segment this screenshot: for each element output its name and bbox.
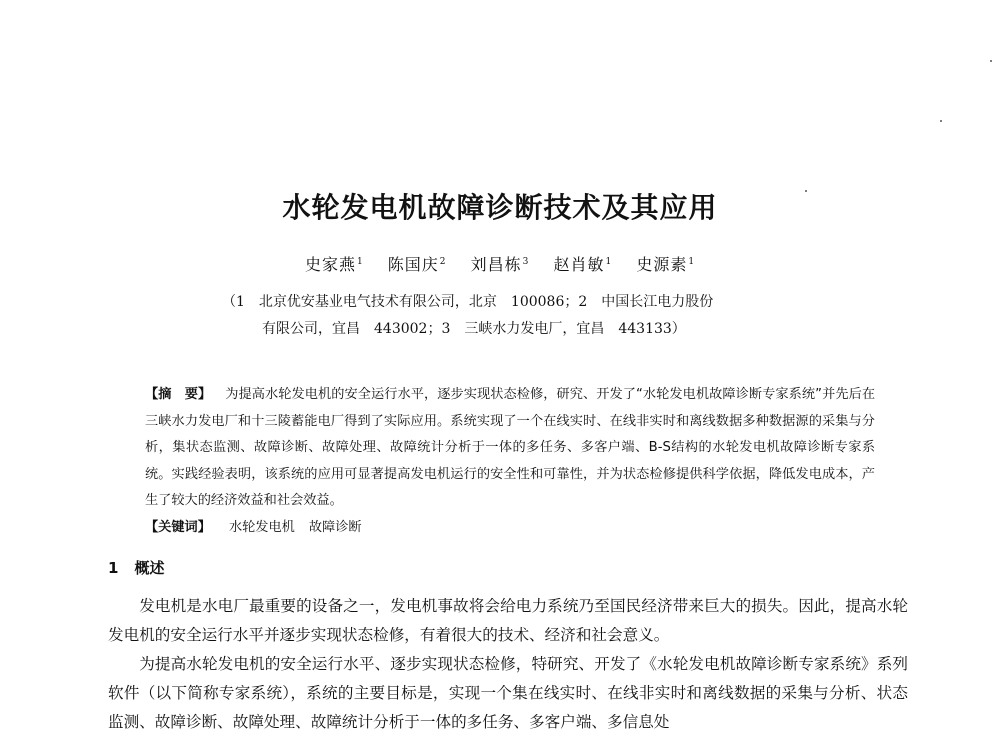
- author-affiliation-mark: 3: [522, 256, 530, 267]
- keyword: 故障诊断: [308, 519, 362, 535]
- author-affiliation-mark: 1: [688, 256, 696, 267]
- affiliation-line-1: （1 北京优安基业电气技术有限公司，北京 100086；2 中国长江电力股份: [222, 294, 714, 310]
- paper-title: 水轮发电机故障诊断技术及其应用: [282, 191, 718, 224]
- section-heading: [108, 557, 164, 578]
- author: [553, 255, 612, 274]
- body-text: [108, 592, 908, 737]
- author-name: 刘昌栋: [470, 255, 522, 274]
- author: [471, 255, 530, 274]
- keyword: 水轮发电机: [228, 519, 295, 535]
- paragraph: 发电机是水电厂最重要的设备之一，发电机事故将会给电力系统乃至国民经济带来巨大的损失。因此，提高水轮发电机的安全运行水平并逐步实现状态检修，有着很大的技术、经济和社会意义。: [108, 597, 908, 644]
- abstract-text: 为提高水轮发电机的安全运行水平，逐步实现状态检修，研究、开发了“水轮发电机故障诊断专家系统”并先后在三峡水力发电厂和十三陵蓄能电厂得到了实际应用。系统实现了一个在线实时、在线非实时和离线数据多种数据源的采集与分析，集状态监测、故障诊断、故障处理、故障统计分析于一体的多任务、多客户端、B-S结构的水轮发电机故障诊断专家系统。实践经验表明，该系统的应用可显著提高发电机运行的安全性和可靠性，并为状态检修提供科学依据，降低发电成本，产生了较大的经济效益和社会效益。: [145, 387, 876, 508]
- affiliation-line-2: 有限公司，宜昌 443002；3 三峡水力发电厂，宜昌 443133）: [262, 321, 686, 337]
- author-name: 史家燕: [304, 255, 356, 274]
- keywords: [145, 515, 875, 542]
- author: [305, 255, 364, 274]
- author-affiliation-mark: 2: [439, 256, 447, 267]
- abstract: [145, 382, 875, 515]
- abstract-label: 【摘 要】: [145, 387, 212, 402]
- scan-speck: [805, 190, 807, 192]
- author-list: [0, 252, 1000, 275]
- author-name: 赵肖敏: [553, 255, 605, 274]
- scan-speck: [940, 120, 942, 122]
- author-name: 陈国庆: [387, 255, 439, 274]
- paragraph: 为提高水轮发电机的安全运行水平、逐步实现状态检修，特研究、开发了《水轮发电机故障诊断专家系统》系列软件（以下简称专家系统），系统的主要目标是，实现一个集在线实时、在线非实时和离线数据的采集与分析、状态监测、故障诊断、故障处理、故障统计分析于一体的多任务、多客户端、多信息处: [108, 655, 908, 731]
- section-title: 概述: [134, 559, 165, 577]
- author: [636, 255, 695, 274]
- author-affiliation-mark: 1: [605, 256, 613, 267]
- author-affiliation-mark: 1: [356, 256, 364, 267]
- author-name: 史源素: [636, 255, 688, 274]
- section-number: 1: [108, 559, 119, 577]
- keywords-label: 【关键词】: [145, 519, 211, 535]
- scan-speck: [990, 60, 992, 62]
- author: [388, 255, 447, 274]
- abstract-block: [145, 382, 875, 541]
